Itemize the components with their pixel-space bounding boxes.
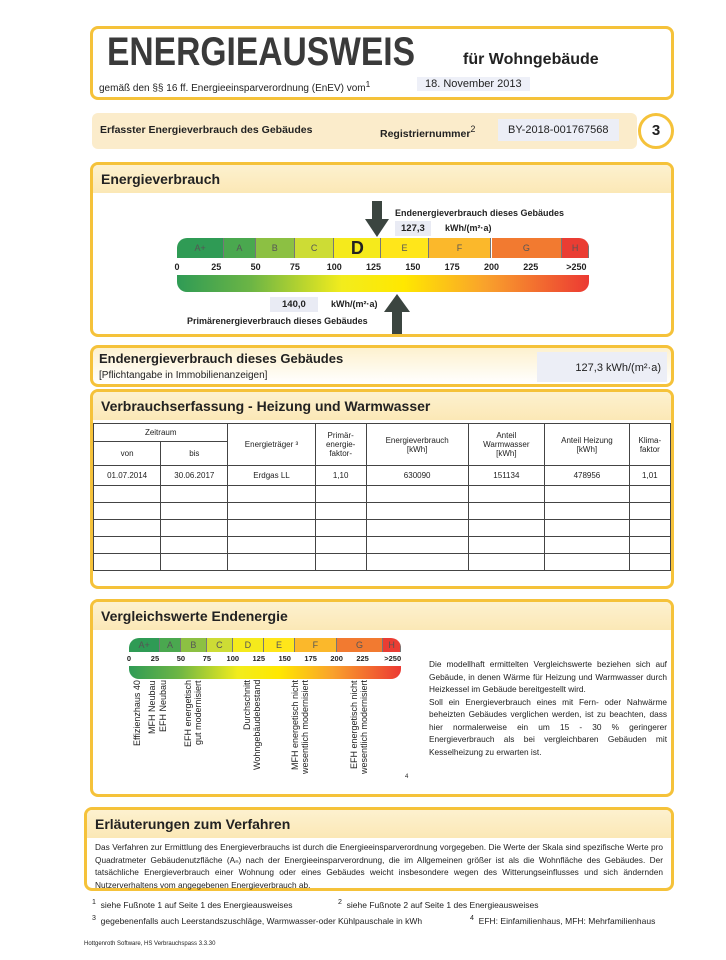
table-cell [629, 486, 670, 503]
tick-label: 75 [289, 262, 300, 272]
document-subtitle: für Wohngebäude [463, 51, 599, 68]
table-cell [94, 503, 161, 520]
class-segment-aplus: A+ [177, 238, 224, 258]
comparison-references [129, 680, 401, 794]
class-segment-c: C [295, 238, 334, 258]
table-cell [629, 520, 670, 537]
comparison-text [429, 658, 667, 758]
footnote-number: 2 [338, 898, 342, 906]
reference-label: EFH energetisch gut modernisiert [183, 680, 204, 748]
col-klimafaktor: Klima- faktor [629, 424, 670, 466]
tick-label: 175 [444, 262, 460, 272]
tick-label: 0 [126, 654, 132, 663]
software-credit: Hottgenroth Software, HS Verbrauchspass 3.3.30 [84, 941, 216, 947]
class-segment-f: F [295, 638, 337, 652]
table-cell [315, 554, 366, 571]
comparison-scale [126, 638, 402, 680]
class-segment-aplus: A+ [129, 638, 160, 652]
energieverbrauch-section [90, 162, 674, 337]
regulation-text [99, 79, 370, 94]
title-box [90, 26, 674, 100]
footnote-4 [470, 912, 655, 927]
footnote-number: 4 [470, 914, 474, 922]
section-heading: Energieverbrauch [93, 165, 671, 193]
registration-number: BY-2018-001767568 [498, 119, 619, 141]
cell-traeger: Erdgas LL [228, 466, 315, 486]
cell-verbrauch: 630090 [366, 466, 468, 486]
cell-klima: 1,01 [629, 466, 670, 486]
endenergie-section [90, 345, 674, 387]
footnote-2 [338, 896, 539, 911]
primary-energy-value: 140,0 [270, 297, 318, 312]
gradient-bar [129, 666, 401, 679]
tick-label: 225 [523, 262, 539, 272]
table-row-empty [94, 554, 671, 571]
tick-label: 25 [150, 654, 160, 663]
section-heading: Erläuterungen zum Verfahren [87, 810, 671, 838]
table-row-empty [94, 503, 671, 520]
cell-bis: 30.06.2017 [161, 466, 228, 486]
tick-label: 125 [366, 262, 382, 272]
tick-label: 50 [250, 262, 261, 272]
document-title: ENERGIEAUSWEIS [107, 30, 416, 74]
table-cell [468, 537, 545, 554]
table-cell [228, 520, 315, 537]
footnote-ref: 1 [365, 79, 371, 89]
reference-label: MFH energetisch nicht wesentlich modernisiert [290, 680, 311, 775]
table-cell [94, 520, 161, 537]
tick-label: 100 [226, 654, 240, 663]
gradient-bar [177, 275, 589, 292]
regulation-date: 18. November 2013 [417, 77, 530, 91]
table-cell [161, 503, 228, 520]
verbrauch-section [90, 389, 674, 589]
table-cell [629, 554, 670, 571]
tick-label: >250 [566, 262, 587, 272]
tick-label: 50 [176, 654, 186, 663]
class-segment-g: G [337, 638, 384, 652]
table-cell [315, 537, 366, 554]
erlaeuterung-section [84, 807, 674, 891]
tick-label: >250 [384, 654, 402, 663]
end-energy-value: 127,3 [395, 221, 431, 236]
class-segment-h: H [383, 638, 401, 652]
class-segment-e: E [381, 238, 428, 258]
table-cell [629, 537, 670, 554]
table-cell [94, 554, 161, 571]
table-cell [366, 486, 468, 503]
table-cell [161, 554, 228, 571]
primary-energy-arrow-icon [384, 294, 410, 334]
table-row [94, 466, 671, 486]
section-heading: Vergleichswerte Endenergie [93, 602, 671, 630]
footnote-3 [92, 912, 422, 927]
col-energietraeger: Energieträger ³ [228, 424, 315, 466]
table-cell [545, 537, 629, 554]
class-segment-a: A [224, 238, 255, 258]
tick-label: 150 [405, 262, 421, 272]
unit-label: kWh/(m²·a) [331, 299, 378, 309]
tick-label: 125 [252, 654, 266, 663]
footnote-text: siehe Fußnote 2 auf Seite 1 des Energieausweises [346, 899, 539, 910]
class-segment-a: A [160, 638, 181, 652]
footnote-1 [92, 896, 293, 911]
endenergie-note: [Pflichtangabe in Immobilienanzeigen] [99, 370, 268, 381]
class-segment-c: C [207, 638, 233, 652]
primary-energy-label: Primärenergieverbrauch dieses Gebäudes [187, 316, 368, 326]
reg-label: Registriernummer [380, 127, 471, 140]
table-cell [94, 486, 161, 503]
class-segment-b: B [256, 238, 295, 258]
table-cell [228, 554, 315, 571]
endenergie-value: 127,3 kWh/(m²·a) [537, 352, 667, 382]
footnote-text: siehe Fußnote 1 auf Seite 1 des Energieausweises [100, 899, 293, 910]
tick-label: 25 [211, 262, 222, 272]
table-cell [468, 486, 545, 503]
class-segment-d: D [233, 638, 264, 652]
endenergie-heading: Endenergieverbrauch dieses Gebäudes [99, 351, 344, 366]
regulation-label: gemäß den §§ 16 ff. Energieeinsparverordnung (EnEV) vom [99, 83, 366, 95]
table-cell [629, 503, 670, 520]
table-cell [228, 486, 315, 503]
footnote-number: 1 [92, 898, 96, 906]
col-zeitraum: Zeitraum [94, 424, 228, 442]
tick-label: 175 [304, 654, 317, 663]
table-cell [228, 537, 315, 554]
footnote-number: 3 [92, 914, 96, 922]
table-cell [94, 537, 161, 554]
table-cell [228, 503, 315, 520]
footnote-text: EFH: Einfamilienhaus, MFH: Mehrfamilienhaus [478, 915, 656, 926]
reference-label: MFH Neubau [146, 680, 157, 734]
class-segment-b: B [181, 638, 207, 652]
table-cell [545, 520, 629, 537]
class-bar [177, 238, 589, 258]
reference-label: EFH Neubau [158, 680, 169, 733]
tick-label: 100 [326, 262, 342, 272]
tick-label: 0 [174, 262, 180, 272]
table-cell [545, 486, 629, 503]
cell-faktor: 1,10 [315, 466, 366, 486]
table-row-empty [94, 486, 671, 503]
tick-label: 225 [356, 654, 369, 663]
table-cell [545, 554, 629, 571]
table-cell [468, 520, 545, 537]
table-cell [315, 520, 366, 537]
table-cell [545, 503, 629, 520]
table-cell [366, 503, 468, 520]
table-cell [468, 554, 545, 571]
class-segment-g: G [492, 238, 563, 258]
col-bis: bis [161, 442, 228, 466]
tick-label: 150 [278, 654, 291, 663]
reference-label: Durchschnitt Wohngebäudebestand [241, 680, 262, 771]
tick-label: 200 [330, 654, 343, 663]
cell-heizung: 478956 [545, 466, 629, 486]
class-bar [129, 638, 401, 652]
table-cell [161, 537, 228, 554]
reference-label: EFH energetisch nicht wesentlich modernisiert [349, 680, 370, 775]
reference-label: Effizienzhaus 40 [132, 680, 143, 746]
col-energieverbrauch: Energieverbrauch [kWh] [366, 424, 468, 466]
class-segment-h: H [562, 238, 589, 258]
comparison-text-1: Die modellhaft ermittelten Vergleichswerte beziehen sich auf Gebäude, in denen Wärme für Heizung und Warmwasser durch Heizkessel im Gebäude bereitgestellt wird. [429, 659, 667, 694]
class-segment-f: F [429, 238, 492, 258]
info-label: Erfasster Energieverbrauch des Gebäudes [100, 124, 313, 136]
class-segment-d: D [334, 238, 381, 258]
comparison-text-2: Soll ein Energieverbrauch eines mit Fern- oder Nahwärme beheizten Gebäudes verglichen werden, ist zu beachten, dass hier normalerweise ein um 15 - 30 % geringerer Energieverbrauch als bei vergleichbaren Gebäuden mit Kesselheizung zu erwarten ist. [429, 696, 667, 757]
registration-label [380, 124, 475, 140]
col-primaerenergiefaktor: Primär- energie- faktor- [315, 424, 366, 466]
end-energy-arrow-icon [365, 201, 389, 238]
tick-label: 75 [202, 654, 212, 663]
table-row-empty [94, 520, 671, 537]
table-cell [315, 503, 366, 520]
footnote-text: gegebenenfalls auch Leerstandszuschläge, Warmwasser-oder Kühlpauschale in kWh [100, 915, 423, 926]
cell-von: 01.07.2014 [94, 466, 161, 486]
unit-label: kWh/(m²·a) [445, 223, 492, 233]
footnote-ref: 2 [470, 124, 476, 134]
cell-warmwasser: 151134 [468, 466, 545, 486]
tick-label: 200 [483, 262, 500, 272]
table-cell [366, 554, 468, 571]
section-heading: Verbrauchserfassung - Heizung und Warmwasser [93, 392, 671, 420]
table-cell [161, 520, 228, 537]
col-von: von [94, 442, 161, 466]
col-warmwasser: Anteil Warmwasser [kWh] [468, 424, 545, 466]
end-energy-label: Endenergieverbrauch dieses Gebäudes [395, 208, 565, 218]
vergleich-section [90, 599, 674, 797]
table-cell [366, 537, 468, 554]
info-bar [92, 113, 637, 149]
class-segment-e: E [264, 638, 295, 652]
energy-scale [174, 238, 589, 298]
consumption-table [93, 423, 671, 571]
table-cell [366, 520, 468, 537]
table-row-empty [94, 537, 671, 554]
footnote-mark: 4 [405, 774, 409, 780]
erlaeuterung-text: Das Verfahren zur Ermittlung des Energieverbrauchs ist durch die Energieeinsparverordnung vorgegeben. Die Werte der Skala sind spezifische Werte pro Quadratmeter Gebäudenutzfläche (Aₙ) nach der Energieeinsparverordnung, die im Allgemeinen größer ist als die Wohnfläche des Gebäudes. Der tatsächliche Energieverbrauch einer Wohnung oder eines Gebäudes weicht insbesondere wegen des Witterungseinflusses und sich ändernden Nutzerverhaltens vom angegebenen Energieverbrauch ab. [95, 842, 663, 890]
table-cell [315, 486, 366, 503]
page-number: 3 [638, 113, 674, 149]
table-cell [161, 486, 228, 503]
table-cell [468, 503, 545, 520]
col-heizung: Anteil Heizung [kWh] [545, 424, 629, 466]
